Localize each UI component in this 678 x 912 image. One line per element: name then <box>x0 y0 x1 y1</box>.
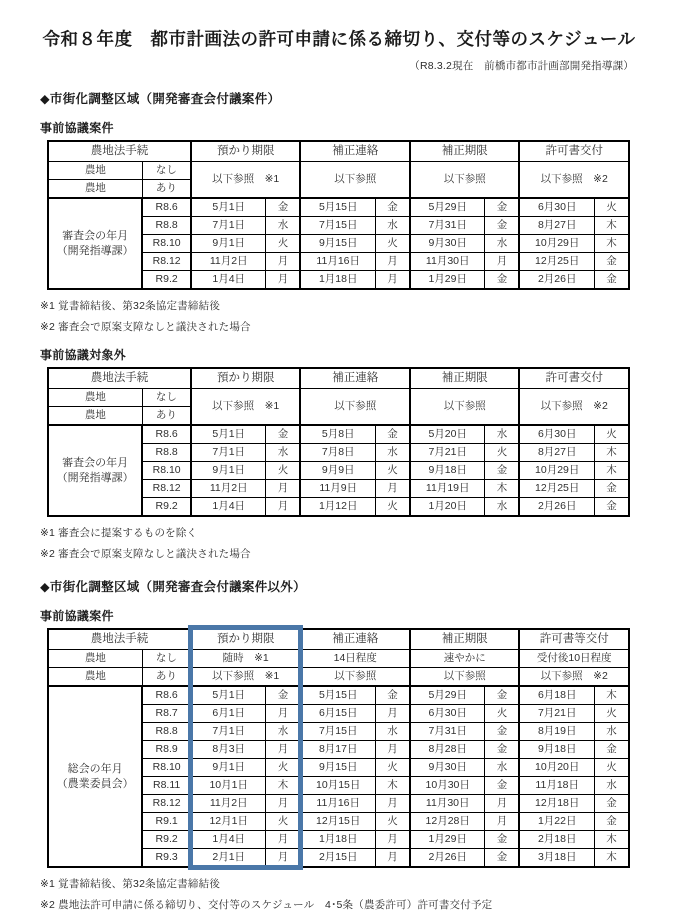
cell-weekday-2: 火 <box>375 235 409 253</box>
cell-date-4: 11月18日 <box>519 777 594 795</box>
cell-weekday-2: 木 <box>375 777 409 795</box>
cell-month: R8.6 <box>142 198 191 217</box>
cell-weekday-1: 水 <box>266 444 300 462</box>
cell-date-4: 12月25日 <box>519 480 594 498</box>
cell-date-3: 5月20日 <box>410 425 485 444</box>
cell-weekday-4: 金 <box>594 498 629 517</box>
cell-date-3: 11月30日 <box>410 795 485 813</box>
cell-date-1: 11月2日 <box>191 480 266 498</box>
cell-weekday-3: 月 <box>485 795 519 813</box>
cell-date-2: 7月8日 <box>300 444 375 462</box>
row-group-label <box>48 198 142 289</box>
cell-weekday-1: 月 <box>266 831 300 849</box>
cell-month: R8.12 <box>142 253 191 271</box>
cell-weekday-4: 金 <box>594 741 629 759</box>
schedule-table-1 <box>47 140 630 290</box>
table-header-row <box>48 141 629 162</box>
row-group-label <box>48 425 142 516</box>
cell-weekday-4: 木 <box>594 444 629 462</box>
cell-date-2: 7月15日 <box>300 217 375 235</box>
cell-date-4: 1月22日 <box>519 813 594 831</box>
cell-date-3: 5月29日 <box>410 198 485 217</box>
cell-weekday-2: 火 <box>375 813 409 831</box>
cell-weekday-4: 水 <box>594 777 629 795</box>
col-header-hosei-kigen: 補正期限 <box>410 368 520 389</box>
cell-weekday-1: 月 <box>266 705 300 723</box>
col-header-nochi: 農地法手続 <box>48 368 191 389</box>
cell-date-4: 6月18日 <box>519 686 594 705</box>
cell-month: R9.2 <box>142 498 191 517</box>
cell-date-1: 11月2日 <box>191 795 266 813</box>
cell-month: R8.8 <box>142 217 191 235</box>
cell-date-4: 3月18日 <box>519 849 594 868</box>
schedule-table-2 <box>47 367 630 517</box>
cell-date-4: 6月30日 <box>519 425 594 444</box>
cell-date-1: 8月3日 <box>191 741 266 759</box>
cell-weekday-4: 木 <box>594 831 629 849</box>
subrow-azukari: 以下参照 ※1 <box>191 162 301 199</box>
cell-date-3: 6月30日 <box>410 705 485 723</box>
cell-weekday-3: 金 <box>485 831 519 849</box>
section-heading-1: ◆市街化調整区域（開発審査会付議案件） <box>40 92 281 106</box>
cell-date-1: 9月1日 <box>191 462 266 480</box>
cell-date-3: 1月20日 <box>410 498 485 517</box>
subrow-renraku: 以下参照 <box>300 668 410 687</box>
subrow-label: 農地 <box>48 407 142 426</box>
cell-date-2: 5月8日 <box>300 425 375 444</box>
table-wrapper-1 <box>0 140 678 290</box>
cell-date-3: 5月29日 <box>410 686 485 705</box>
subrow-azukari: 以下参照 ※1 <box>191 668 301 687</box>
cell-month: R9.2 <box>142 271 191 290</box>
cell-weekday-2: 月 <box>375 741 409 759</box>
cell-weekday-1: 火 <box>266 813 300 831</box>
cell-date-2: 8月17日 <box>300 741 375 759</box>
cell-date-2: 10月15日 <box>300 777 375 795</box>
cell-weekday-3: 金 <box>485 198 519 217</box>
table-wrapper-2 <box>0 367 678 517</box>
document-subtitle: （R8.3.2現在 前橋市都市計画部開発指導課） <box>409 60 634 72</box>
footnote-2-1: ※1 審査会に提案するものを除く <box>40 527 198 539</box>
cell-weekday-1: 月 <box>266 480 300 498</box>
subrow-renraku: 14日程度 <box>300 650 410 668</box>
cell-weekday-3: 水 <box>485 235 519 253</box>
table-header-row <box>48 368 629 389</box>
cell-weekday-4: 木 <box>594 849 629 868</box>
cell-weekday-4: 金 <box>594 271 629 290</box>
cell-weekday-2: 月 <box>375 253 409 271</box>
col-header-hosei-kigen: 補正期限 <box>410 141 520 162</box>
cell-weekday-1: 金 <box>266 686 300 705</box>
cell-date-4: 10月20日 <box>519 759 594 777</box>
subrow-renraku: 以下参照 <box>300 162 410 199</box>
subrow-kyoka: 以下参照 ※2 <box>519 668 629 687</box>
col-header-kyokasho: 許可書交付 <box>519 141 629 162</box>
cell-date-3: 11月30日 <box>410 253 485 271</box>
cell-date-2: 9月15日 <box>300 759 375 777</box>
cell-weekday-3: 水 <box>485 498 519 517</box>
cell-weekday-2: 金 <box>375 425 409 444</box>
cell-date-3: 7月21日 <box>410 444 485 462</box>
cell-date-4: 6月30日 <box>519 198 594 217</box>
cell-date-1: 1月4日 <box>191 831 266 849</box>
subrow-azukari: 随時 ※1 <box>191 650 301 668</box>
subrow-label: 農地 <box>48 650 142 668</box>
cell-weekday-3: 水 <box>485 425 519 444</box>
cell-date-3: 1月29日 <box>410 831 485 849</box>
subrow-value: なし <box>142 389 191 407</box>
cell-weekday-1: 火 <box>266 759 300 777</box>
cell-weekday-2: 金 <box>375 686 409 705</box>
cell-date-3: 12月28日 <box>410 813 485 831</box>
cell-date-4: 8月19日 <box>519 723 594 741</box>
table-subrow-nashi <box>48 650 629 668</box>
table-subrow-nashi <box>48 162 629 180</box>
cell-weekday-2: 水 <box>375 217 409 235</box>
table-row <box>48 686 629 705</box>
cell-date-3: 7月31日 <box>410 217 485 235</box>
col-header-azukari: 預かり期限 <box>191 629 301 650</box>
cell-weekday-4: 火 <box>594 705 629 723</box>
subrow-kigen: 以下参照 <box>410 162 520 199</box>
cell-weekday-3: 木 <box>485 480 519 498</box>
subrow-kyoka: 以下参照 ※2 <box>519 162 629 199</box>
cell-date-4: 12月18日 <box>519 795 594 813</box>
cell-weekday-2: 月 <box>375 831 409 849</box>
cell-date-3: 1月29日 <box>410 271 485 290</box>
cell-date-1: 9月1日 <box>191 235 266 253</box>
cell-weekday-3: 金 <box>485 849 519 868</box>
footnote-3-2: ※2 農地法許可申請に係る締切り、交付等のスケジュール 4･5条（農委許可）許可書交付予定 <box>40 899 493 911</box>
cell-weekday-1: 月 <box>266 849 300 868</box>
cell-weekday-2: 月 <box>375 795 409 813</box>
cell-weekday-4: 木 <box>594 217 629 235</box>
section-heading-3: ◆市街化調整区域（開発審査会付議案件以外） <box>40 580 306 594</box>
table-row <box>48 198 629 217</box>
cell-weekday-1: 火 <box>266 462 300 480</box>
col-header-hosei-renraku: 補正連絡 <box>300 368 410 389</box>
cell-weekday-3: 火 <box>485 705 519 723</box>
cell-weekday-1: 水 <box>266 217 300 235</box>
subrow-label: 農地 <box>48 668 142 687</box>
row-group-label-line1: 総会の年月 <box>67 762 123 775</box>
subrow-value: あり <box>142 180 191 199</box>
cell-date-3: 9月30日 <box>410 235 485 253</box>
subrow-value: あり <box>142 407 191 426</box>
subrow-renraku: 以下参照 <box>300 389 410 426</box>
cell-month: R8.11 <box>142 777 191 795</box>
cell-month: R8.9 <box>142 741 191 759</box>
cell-weekday-2: 月 <box>375 271 409 290</box>
subrow-kigen: 以下参照 <box>410 668 520 687</box>
cell-weekday-2: 水 <box>375 444 409 462</box>
cell-month: R9.1 <box>142 813 191 831</box>
cell-date-1: 11月2日 <box>191 253 266 271</box>
table-subrow-ari <box>48 668 629 687</box>
cell-date-2: 7月15日 <box>300 723 375 741</box>
cell-date-4: 8月27日 <box>519 444 594 462</box>
footnote-1-1: ※1 覚書締結後、第32条協定書締結後 <box>40 300 221 312</box>
cell-weekday-2: 月 <box>375 705 409 723</box>
subrow-kyoka: 以下参照 ※2 <box>519 389 629 426</box>
cell-weekday-1: 火 <box>266 235 300 253</box>
cell-date-2: 11月16日 <box>300 253 375 271</box>
cell-weekday-1: 木 <box>266 777 300 795</box>
cell-weekday-1: 月 <box>266 795 300 813</box>
cell-date-2: 1月12日 <box>300 498 375 517</box>
schedule-table-3 <box>47 628 630 868</box>
col-header-kyokasho: 許可書交付 <box>519 368 629 389</box>
cell-date-1: 9月1日 <box>191 759 266 777</box>
cell-weekday-2: 火 <box>375 759 409 777</box>
cell-date-1: 7月1日 <box>191 723 266 741</box>
row-group-label-line2: （開発指導課） <box>56 471 134 484</box>
cell-date-3: 9月30日 <box>410 759 485 777</box>
cell-month: R9.2 <box>142 831 191 849</box>
cell-weekday-2: 月 <box>375 849 409 868</box>
col-header-hosei-renraku: 補正連絡 <box>300 141 410 162</box>
cell-date-3: 7月31日 <box>410 723 485 741</box>
col-header-hosei-renraku: 補正連絡 <box>300 629 410 650</box>
cell-weekday-3: 水 <box>485 759 519 777</box>
cell-month: R8.10 <box>142 759 191 777</box>
row-group-label-line2: （農業委員会） <box>56 777 134 790</box>
cell-date-3: 8月28日 <box>410 741 485 759</box>
table-subrow-nashi <box>48 389 629 407</box>
cell-weekday-1: 月 <box>266 253 300 271</box>
table-row <box>48 425 629 444</box>
cell-date-2: 6月15日 <box>300 705 375 723</box>
cell-month: R8.8 <box>142 723 191 741</box>
cell-month: R8.10 <box>142 462 191 480</box>
cell-weekday-3: 火 <box>485 444 519 462</box>
cell-date-4: 10月29日 <box>519 462 594 480</box>
cell-weekday-4: 金 <box>594 253 629 271</box>
subrow-label: 農地 <box>48 180 142 199</box>
subrow-label: 農地 <box>48 389 142 407</box>
cell-weekday-1: 金 <box>266 198 300 217</box>
cell-weekday-2: 金 <box>375 198 409 217</box>
subrow-kyoka: 受付後10日程度 <box>519 650 629 668</box>
subrow-kigen: 以下参照 <box>410 389 520 426</box>
cell-date-1: 1月4日 <box>191 271 266 290</box>
cell-date-4: 12月25日 <box>519 253 594 271</box>
row-group-label-line1: 審査会の年月 <box>62 229 129 242</box>
cell-date-3: 11月19日 <box>410 480 485 498</box>
cell-date-1: 12月1日 <box>191 813 266 831</box>
cell-month: R8.10 <box>142 235 191 253</box>
col-header-nochi: 農地法手続 <box>48 629 191 650</box>
cell-weekday-4: 木 <box>594 686 629 705</box>
cell-month: R8.6 <box>142 686 191 705</box>
cell-date-1: 2月1日 <box>191 849 266 868</box>
cell-date-2: 9月15日 <box>300 235 375 253</box>
page-title: 令和８年度 都市計画法の許可申請に係る締切り、交付等のスケジュール <box>42 29 636 49</box>
row-group-label-line1: 審査会の年月 <box>62 456 129 469</box>
cell-date-1: 5月1日 <box>191 198 266 217</box>
cell-weekday-3: 金 <box>485 462 519 480</box>
cell-date-2: 12月15日 <box>300 813 375 831</box>
cell-month: R8.12 <box>142 480 191 498</box>
cell-weekday-4: 火 <box>594 759 629 777</box>
cell-weekday-4: 水 <box>594 723 629 741</box>
sub-heading-2: 事前協議対象外 <box>40 348 127 362</box>
cell-date-4: 7月21日 <box>519 705 594 723</box>
cell-date-4: 8月27日 <box>519 217 594 235</box>
cell-date-1: 5月1日 <box>191 425 266 444</box>
cell-weekday-3: 月 <box>485 813 519 831</box>
col-header-nochi: 農地法手続 <box>48 141 191 162</box>
footnote-2-2: ※2 審査会で原案支障なしと議決された場合 <box>40 548 251 560</box>
cell-date-2: 2月15日 <box>300 849 375 868</box>
cell-date-2: 1月18日 <box>300 271 375 290</box>
cell-weekday-3: 金 <box>485 217 519 235</box>
cell-month: R9.3 <box>142 849 191 868</box>
cell-month: R8.8 <box>142 444 191 462</box>
subrow-kigen: 速やかに <box>410 650 520 668</box>
cell-weekday-3: 金 <box>485 777 519 795</box>
cell-weekday-3: 金 <box>485 741 519 759</box>
cell-weekday-3: 金 <box>485 686 519 705</box>
cell-date-2: 5月15日 <box>300 686 375 705</box>
footnote-1-2: ※2 審査会で原案支障なしと議決された場合 <box>40 321 251 333</box>
cell-weekday-2: 火 <box>375 462 409 480</box>
cell-date-1: 10月1日 <box>191 777 266 795</box>
cell-weekday-1: 水 <box>266 723 300 741</box>
cell-date-1: 7月1日 <box>191 444 266 462</box>
cell-date-1: 5月1日 <box>191 686 266 705</box>
cell-month: R8.12 <box>142 795 191 813</box>
cell-date-3: 10月30日 <box>410 777 485 795</box>
cell-weekday-4: 金 <box>594 480 629 498</box>
cell-weekday-4: 火 <box>594 425 629 444</box>
cell-date-4: 2月26日 <box>519 498 594 517</box>
cell-date-1: 6月1日 <box>191 705 266 723</box>
table-header-row <box>48 629 629 650</box>
cell-weekday-2: 火 <box>375 498 409 517</box>
subrow-value: なし <box>142 162 191 180</box>
cell-date-4: 2月18日 <box>519 831 594 849</box>
cell-date-2: 9月9日 <box>300 462 375 480</box>
cell-weekday-2: 月 <box>375 480 409 498</box>
col-header-hosei-kigen: 補正期限 <box>410 629 520 650</box>
cell-date-4: 2月26日 <box>519 271 594 290</box>
subrow-value: なし <box>142 650 191 668</box>
cell-month: R8.6 <box>142 425 191 444</box>
cell-weekday-3: 月 <box>485 253 519 271</box>
cell-weekday-4: 金 <box>594 813 629 831</box>
cell-weekday-1: 金 <box>266 425 300 444</box>
footnote-3-1: ※1 覚書締結後、第32条協定書締結後 <box>40 878 221 890</box>
row-group-label-line2: （開発指導課） <box>56 244 134 257</box>
cell-weekday-3: 金 <box>485 723 519 741</box>
cell-weekday-4: 火 <box>594 198 629 217</box>
cell-month: R8.7 <box>142 705 191 723</box>
cell-date-2: 5月15日 <box>300 198 375 217</box>
cell-weekday-1: 月 <box>266 498 300 517</box>
cell-weekday-3: 金 <box>485 271 519 290</box>
sub-heading-3: 事前協議案件 <box>40 609 114 623</box>
cell-weekday-4: 木 <box>594 235 629 253</box>
cell-date-1: 7月1日 <box>191 217 266 235</box>
subrow-label: 農地 <box>48 162 142 180</box>
row-group-label <box>48 686 142 867</box>
subrow-azukari: 以下参照 ※1 <box>191 389 301 426</box>
subrow-value: あり <box>142 668 191 687</box>
cell-weekday-1: 月 <box>266 271 300 290</box>
cell-weekday-4: 木 <box>594 462 629 480</box>
cell-date-3: 2月26日 <box>410 849 485 868</box>
cell-date-4: 9月18日 <box>519 741 594 759</box>
col-header-azukari: 預かり期限 <box>191 368 301 389</box>
cell-date-1: 1月4日 <box>191 498 266 517</box>
table-wrapper-3 <box>0 628 678 868</box>
cell-date-3: 9月18日 <box>410 462 485 480</box>
cell-date-2: 11月16日 <box>300 795 375 813</box>
cell-weekday-1: 月 <box>266 741 300 759</box>
cell-weekday-4: 金 <box>594 795 629 813</box>
cell-date-2: 11月9日 <box>300 480 375 498</box>
cell-weekday-2: 水 <box>375 723 409 741</box>
sub-heading-1: 事前協議案件 <box>40 121 114 135</box>
cell-date-2: 1月18日 <box>300 831 375 849</box>
col-header-kyokasho: 許可書等交付 <box>519 629 629 650</box>
col-header-azukari: 預かり期限 <box>191 141 301 162</box>
cell-date-4: 10月29日 <box>519 235 594 253</box>
